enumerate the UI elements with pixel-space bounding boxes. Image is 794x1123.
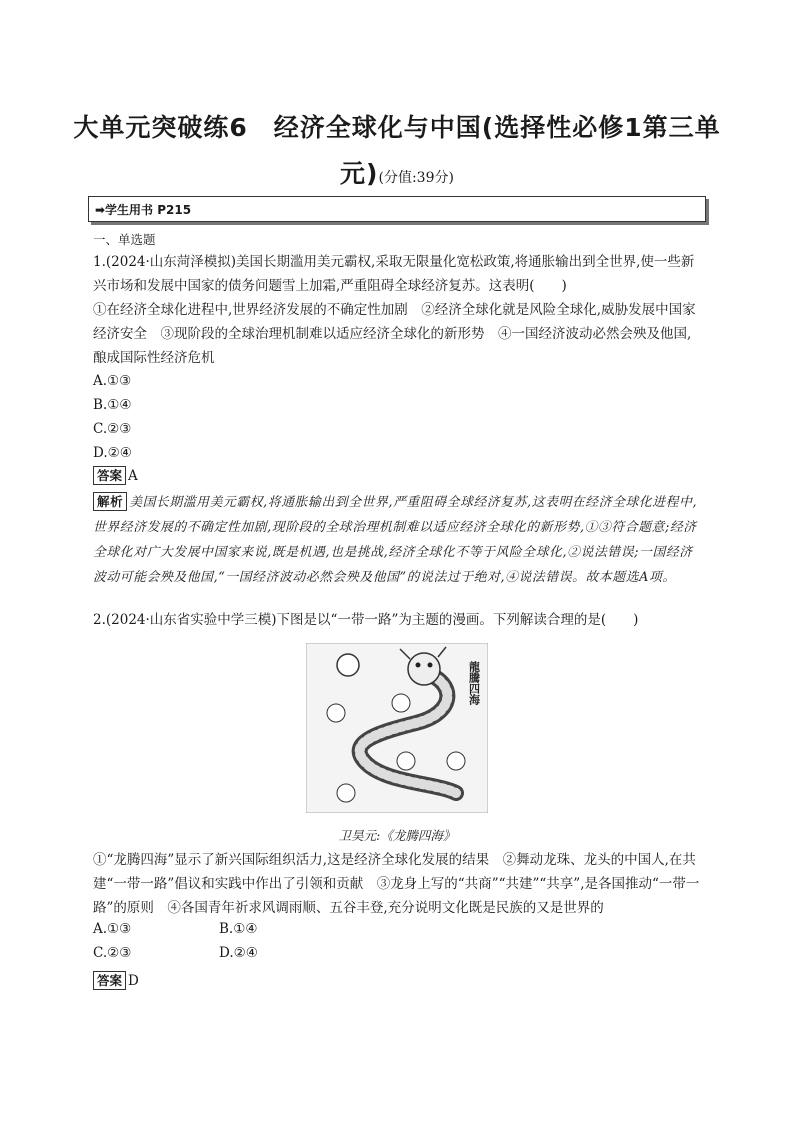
- title-line2: 元): [340, 159, 379, 188]
- q1-answer-value: A: [128, 468, 138, 484]
- q1-analysis: [93, 490, 703, 590]
- answer-label-box: 答案: [93, 971, 126, 990]
- q1-option-d: D.②④: [93, 445, 132, 461]
- figure-caption: 卫昊元:《龙腾四海》: [338, 828, 456, 843]
- q1-answer: [93, 466, 138, 485]
- q2-option-a: A.①③: [93, 921, 132, 937]
- q2-option-b: B.①④: [219, 921, 258, 937]
- q2-answer-value: D: [128, 973, 139, 989]
- banner-label: ➡学生用书 P215: [95, 203, 192, 217]
- answer-label-box: 答案: [93, 466, 126, 485]
- section-heading: 一、单选题: [93, 232, 156, 247]
- page-title: 大单元突破练6 经济全球化与中国(选择性必修1第三单: [73, 113, 721, 142]
- question-2-stem: 2.(2024·山东省实验中学三模)下图是以“一带一路”为主题的漫画。下列解读合理的是( ): [93, 612, 639, 628]
- question-2-statements: ①“龙腾四海”显示了新兴国际组织活力,这是经济全球化发展的结果 ②舞动龙珠、龙头的中国人,在共建“一带一路”倡议和实践中作出了引领和贡献 ③龙身上写的“共商”“共建”“共享”,是各国推动“一带一路”的原则 ④各国青年祈求风调雨顺、五谷丰登,充分说明文化既是民族的又是世界的: [93, 852, 700, 916]
- q2-answer: [93, 971, 139, 990]
- q1-option-b: B.①④: [93, 397, 132, 413]
- analysis-label-box: 解析: [93, 492, 127, 511]
- q2-option-c: C.②③: [93, 945, 132, 961]
- q2-option-d: D.②④: [219, 945, 258, 961]
- question-1-statements: ①在经济全球化进程中,世界经济发展的不确定性加剧 ②经济全球化就是风险全球化,威胁发展中国家经济安全 ③现阶段的全球治理机制难以适应经济全球化的新形势 ④一国经济波动必然会殃及他国,酿成国际性经济危机: [93, 302, 696, 366]
- student-book-banner: [88, 196, 706, 222]
- question-1-stem: 1.(2024·山东菏泽模拟)美国长期滥用美元霸权,采取无限量化宽松政策,将通胀输出到全世界,使一些新兴市场和发展中国家的债务问题雪上加霜,严重阻碍全球经济复苏。这表明( ): [93, 254, 695, 294]
- score-label: (分值:39分): [378, 170, 454, 186]
- q1-option-a: A.①③: [93, 373, 132, 389]
- q1-option-c: C.②③: [93, 421, 132, 437]
- question-1: [93, 250, 703, 370]
- dragon-cartoon-image: [306, 643, 488, 813]
- page-title-continued: [0, 154, 794, 190]
- cartoon-title-text: 龍騰四海: [467, 661, 481, 705]
- q1-analysis-text: 美国长期滥用美元霸权,将通胀输出到全世界,严重阻碍全球经济复苏,这表明在经济全球化进程中,世界经济发展的不确定性加剧,现阶段的全球治理机制难以适应经济全球化的新形势,①③符合题意;经济全球化对广大发展中国家来说,既是机遇,也是挑战,经济全球化不等于风险全球化,②说法错误;一国经济波动可能会殃及他国,“一国经济波动必然会殃及他国”的说法过于绝对,④说法错误。故本题选A项。: [93, 495, 698, 585]
